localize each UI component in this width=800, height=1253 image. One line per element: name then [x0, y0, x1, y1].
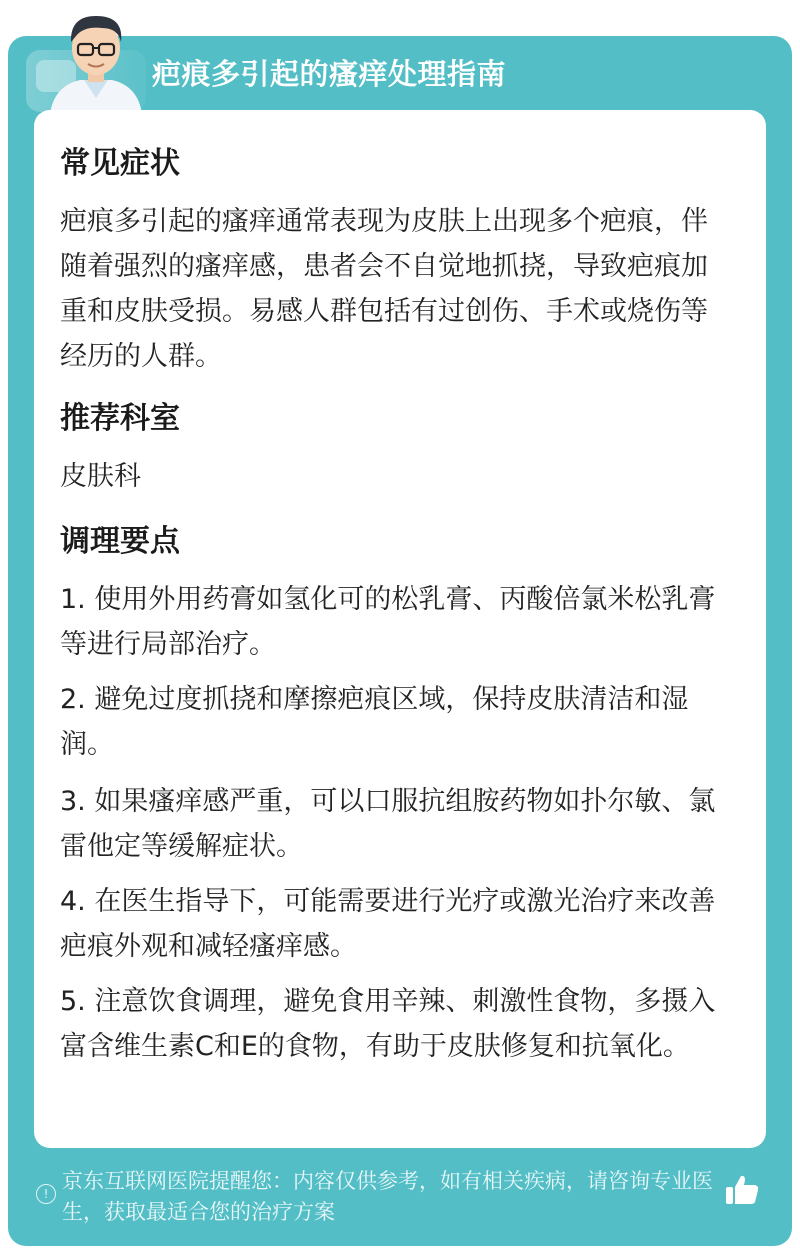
footer-notice-text: 京东互联网医院提醒您：内容仅供参考，如有相关疾病，请咨询专业医生，获取最适合您的治疗方案 [62, 1169, 713, 1224]
department-title: 推荐科室 [60, 401, 180, 436]
care-item-3: 3. 如果瘙痒感严重，可以口服抗组胺药物如扑尔敏、氯雷他定等缓解症状。 [60, 786, 716, 862]
care-item-4: 4. 在医生指导下，可能需要进行光疗或激光治疗来改善疤痕外观和减轻瘙痒感。 [60, 886, 716, 962]
care-item-5: 5. 注意饮食调理，避免食用辛辣、刺激性食物，多摄入富含维生素C和E的食物，有助于皮肤修复和抗氧化。 [60, 986, 716, 1062]
symptoms-title: 常见症状 [60, 146, 180, 181]
footer-notice [0, 1152, 800, 1253]
care-title: 调理要点 [60, 524, 180, 559]
info-icon: ! [36, 1184, 56, 1204]
care-item-1: 1. 使用外用药膏如氢化可的松乳膏、丙酸倍氯米松乳膏等进行局部治疗。 [60, 584, 716, 660]
page-title: 疤痕多引起的瘙痒处理指南 [152, 57, 507, 91]
care-item-2: 2. 避免过度抓挠和摩擦疤痕区域，保持皮肤清洁和湿润。 [60, 684, 689, 760]
department-body: 皮肤科 [60, 461, 141, 492]
doctor-avatar [40, 6, 152, 114]
thumbs-up-icon[interactable] [724, 1172, 760, 1208]
symptoms-body: 疤痕多引起的瘙痒通常表现为皮肤上出现多个疤痕，伴随着强烈的瘙痒感，患者会不自觉地抓挠，导致疤痕加重和皮肤受损。易感人群包括有过创伤、手术或烧伤等经历的人群。 [60, 206, 708, 372]
